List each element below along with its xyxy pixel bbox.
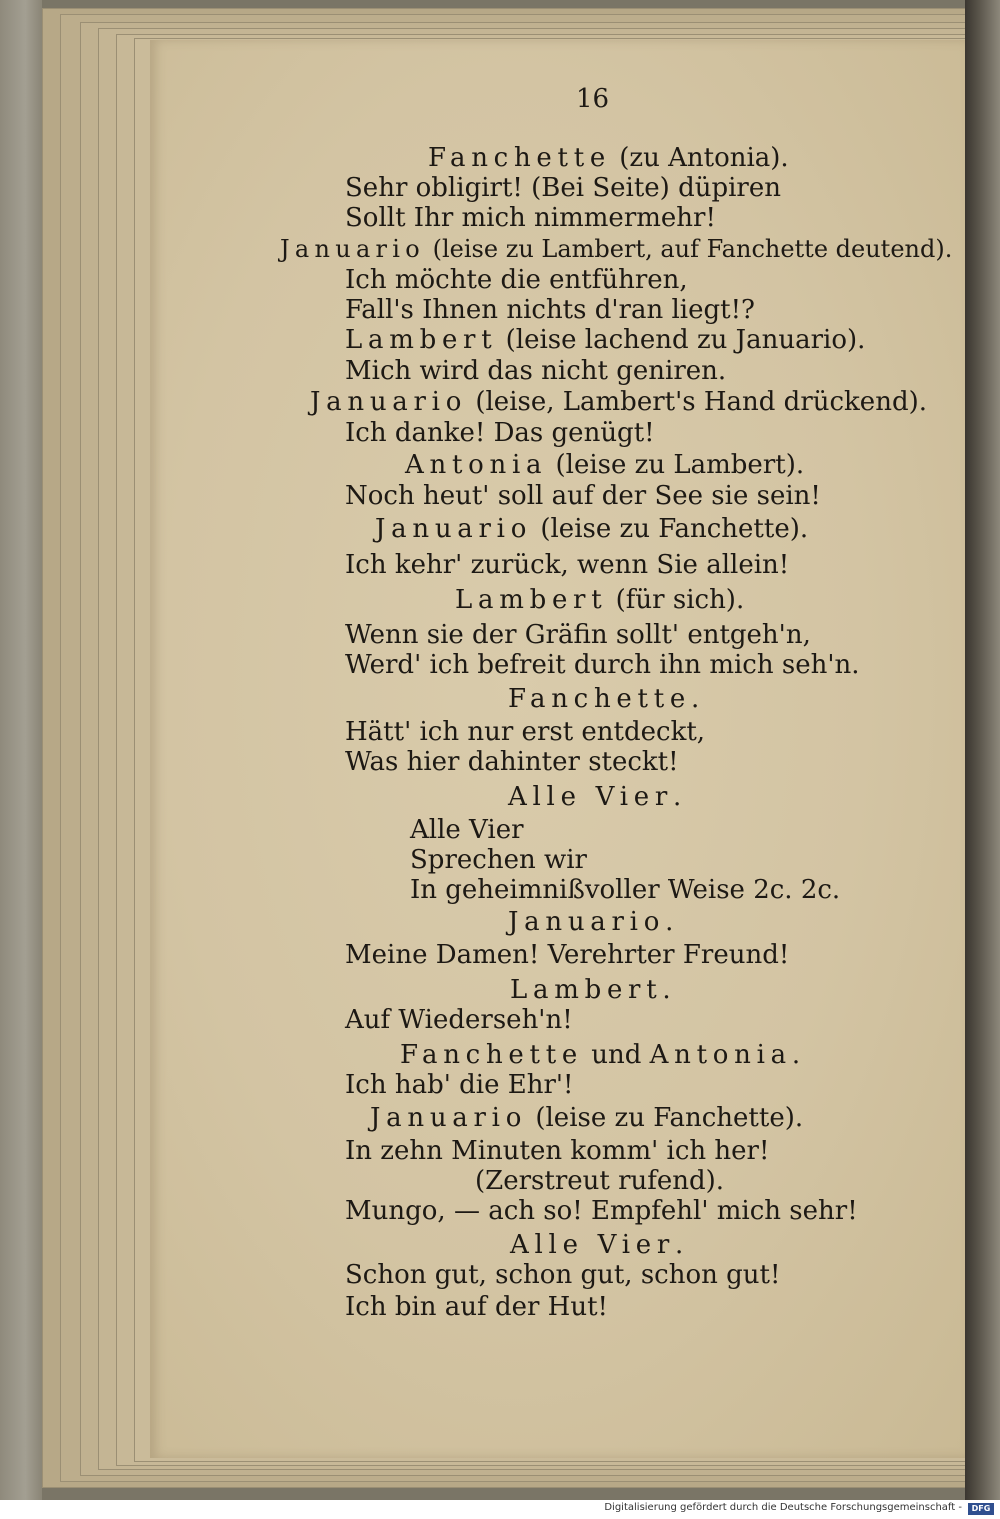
scanner-bed-right xyxy=(965,0,1000,1500)
speaker-line: Antonia (leise zu Lambert). xyxy=(405,450,805,480)
speaker-line: Januario (leise zu Fanchette). xyxy=(375,514,809,544)
verse-line: Sprechen wir xyxy=(410,845,587,875)
verse-line: Mungo, — ach so! Empfehl' mich sehr! xyxy=(345,1196,858,1226)
verse-line: In zehn Minuten komm' ich her! xyxy=(345,1136,770,1166)
verse-line: Auf Wiederseh'n! xyxy=(345,1005,573,1035)
speaker-line: Januario (leise zu Fanchette). xyxy=(370,1103,804,1133)
page-number: 16 xyxy=(576,84,610,114)
verse-line: Mich wird das nicht geniren. xyxy=(345,356,727,386)
speaker-line: Januario. xyxy=(508,907,674,937)
speaker-line: Lambert (für sich). xyxy=(455,585,745,615)
verse-line: Sollt Ihr mich nimmermehr! xyxy=(345,203,716,233)
speaker-line: Fanchette und Antonia. xyxy=(400,1040,801,1070)
speaker-line: Lambert. xyxy=(510,975,671,1005)
speaker-line: Alle Vier. xyxy=(508,782,682,812)
verse-line: Alle Vier xyxy=(410,815,524,845)
speaker-line: Januario (leise zu Lambert, auf Fanchette deutend). xyxy=(280,235,953,263)
verse-line: Ich möchte die entführen, xyxy=(345,265,688,295)
speaker-line: Alle Vier. xyxy=(510,1230,684,1260)
speaker-line: Fanchette (zu Antonia). xyxy=(428,143,789,173)
speaker-line: Januario (leise, Lambert's Hand drückend). xyxy=(310,387,927,417)
stage-direction: (Zerstreut rufend). xyxy=(475,1166,725,1196)
verse-line: Ich bin auf der Hut! xyxy=(345,1292,608,1322)
verse-line: Wenn sie der Gräfin sollt' entgeh'n, xyxy=(345,620,811,650)
verse-line: Werd' ich befreit durch ihn mich seh'n. xyxy=(345,650,860,680)
verse-line: In geheimnißvoller Weise 2c. 2c. xyxy=(410,875,841,905)
speaker-line: Fanchette. xyxy=(508,684,700,714)
verse-line: Was hier dahinter steckt! xyxy=(345,747,679,777)
verse-line: Sehr obligirt! (Bei Seite) düpiren xyxy=(345,173,781,203)
verse-line: Schon gut, schon gut, schon gut! xyxy=(345,1260,781,1290)
verse-line: Fall's Ihnen nichts d'ran liegt!? xyxy=(345,295,755,325)
verse-line: Ich kehr' zurück, wenn Sie allein! xyxy=(345,550,790,580)
verse-line: Hätt' ich nur erst entdeckt, xyxy=(345,717,706,747)
speaker-line: Lambert (leise lachend zu Januario). xyxy=(345,325,866,355)
verse-line: Ich danke! Das genügt! xyxy=(345,418,655,448)
scanner-bed-left xyxy=(0,0,42,1500)
dfg-logo: DFG xyxy=(968,1503,994,1515)
verse-line: Meine Damen! Verehrter Freund! xyxy=(345,940,790,970)
verse-line: Noch heut' soll auf der See sie sein! xyxy=(345,481,821,511)
verse-line: Ich hab' die Ehr'! xyxy=(345,1070,574,1100)
footer-credit: Digitalisierung gefördert durch die Deutsche Forschungsgemeinschaft - xyxy=(604,1502,962,1513)
